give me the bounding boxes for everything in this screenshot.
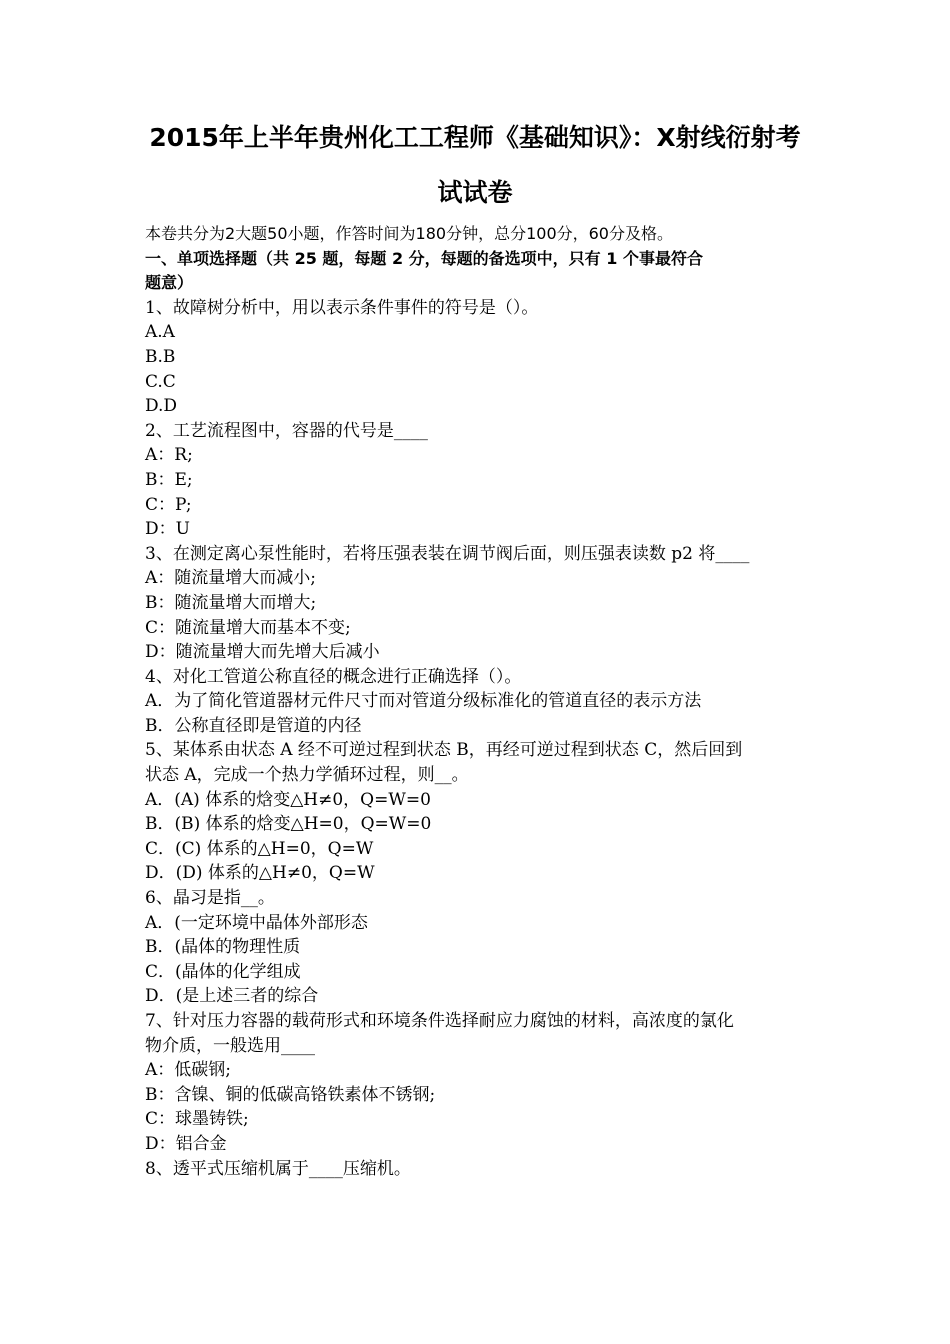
intro-text: 本卷共分为2大题50小题，作答时间为180分钟，总分100分，60分及格。 [145,224,673,243]
option-text: C.C [145,371,176,392]
option-text: A：随流量增大而减小; [145,568,317,589]
question-text: 7、针对压力容器的载荷形式和环境条件选择耐应力腐蚀的材料，高浓度的氯化 [145,1011,734,1031]
option-text: D：铝合金 [145,1133,227,1154]
section-heading-continued: 题意） [145,273,194,293]
option-text: C：随流量增大而基本不变; [145,617,351,638]
page-title-continued: 试试卷 [437,178,513,207]
page-title: 2015年上半年贵州化工工程师《基础知识》：X射线衍射考 [149,123,801,152]
option-text: C：球墨铸铁; [145,1109,249,1130]
option-text: B：随流量增大而增大; [145,592,317,613]
option-text: A.A [145,322,175,343]
option-text: B.B [145,346,176,367]
option-text: A．为了简化管道器材元件尺寸而对管道分级标准化的管道直径的表示方法 [145,691,702,712]
option-text: B：含镍、铜的低碳高铬铁素体不锈钢; [145,1084,436,1105]
option-text: D.D [145,396,178,417]
option-text: C：P; [145,494,192,515]
option-text: 状态 A，完成一个热力学循环过程，则__。 [145,765,469,786]
question-text: 5、某体系由状态 A 经不可逆过程到状态 B，再经可逆过程到状态 C，然后回到 [145,740,743,761]
question-text: 6、晶习是指__。 [145,888,275,909]
question-list [145,296,815,1181]
question-text: 8、透平式压缩机属于____压缩机。 [145,1158,411,1179]
option-text: C．(C) 体系的△H=0，Q=W [145,838,374,859]
option-text: A：低碳钢; [145,1060,232,1081]
option-text: A：R; [145,445,193,466]
option-text: B．(B) 体系的焓变△H=0，Q=W=0 [145,814,432,835]
question-text: 2、工艺流程图中，容器的代号是____ [145,420,428,441]
option-text: D：U [145,519,190,540]
option-text: B．公称直径即是管道的内径 [145,715,362,736]
question-text: 4、对化工管道公称直径的概念进行正确选择（）。 [145,666,522,687]
option-text: A．(A) 体系的焓变△H≠0，Q=W=0 [145,789,431,810]
option-text: D．(是上述三者的综合 [145,986,319,1007]
document-body [145,222,815,1181]
question-text: 3、在测定离心泵性能时，若将压强表装在调节阀后面，则压强表读数 p2 将____ [145,543,750,564]
option-text: D：随流量增大而先增大后减小 [145,642,380,663]
option-text: A．(一定环境中晶体外部形态 [145,912,368,933]
option-text: 物介质，一般选用____ [145,1035,315,1056]
option-text: B：E; [145,469,193,490]
question-text: 1、故障树分析中，用以表示条件事件的符号是（）。 [145,297,539,318]
option-text: C．(晶体的化学组成 [145,961,301,982]
section-heading: 一、单项选择题（共 25 题，每题 2 分，每题的备选项中，只有 1 个事最符合 [145,248,703,268]
option-text: B．(晶体的物理性质 [145,937,301,958]
option-text: D．(D) 体系的△H≠0，Q=W [145,863,375,884]
